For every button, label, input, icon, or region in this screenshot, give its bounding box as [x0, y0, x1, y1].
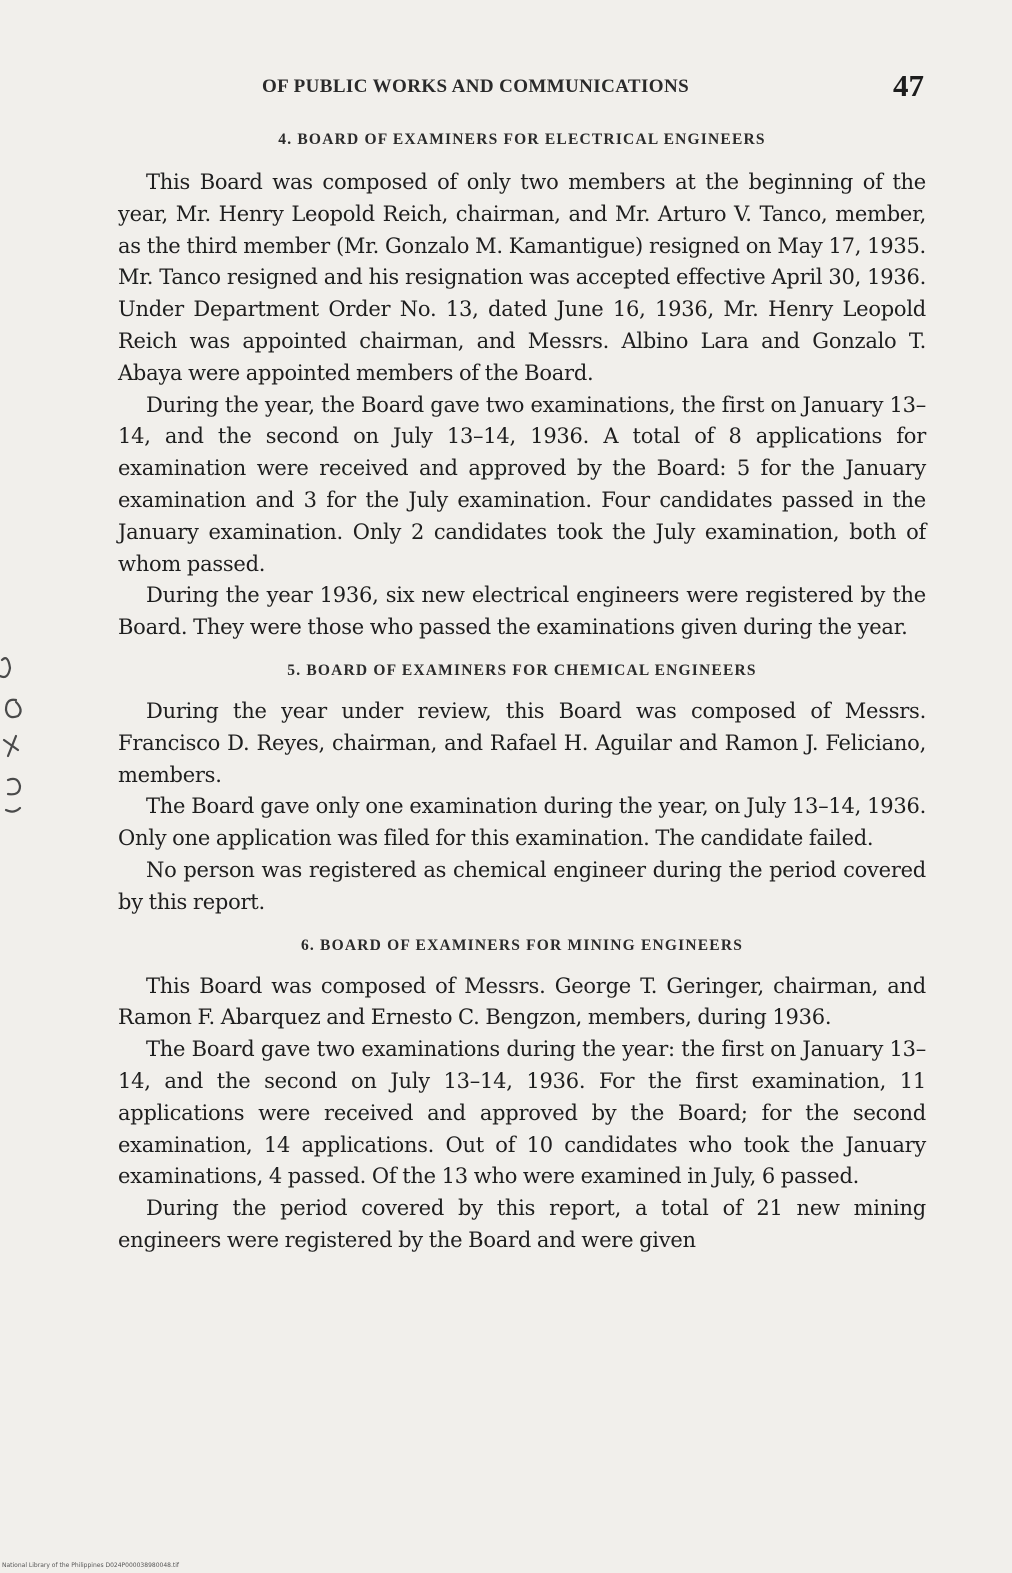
section-heading-chemical: 5. BOARD OF EXAMINERS FOR CHEMICAL ENGINEERS	[287, 661, 757, 679]
paragraph: The Board gave two examinations during the year: the first on January 13–14, and the second on July 13–14, 1936. For the first examination, 11 applications were received and approved by the Board; for the second examination, 14 applications. Out of 10 candidates who took the January examinations, 4 passed. Of the 13 who were examined in July, 6 passed.	[118, 1037, 926, 1189]
paragraph: During the year, the Board gave two examinations, the first on January 13–14, and the second on July 13–14, 1936. A total of 8 applications for examination were received and approved by the Board: 5 for the January examination and 3 for the July examination. Four candidates passed in the January examination. Only 2 candidates took the July examination, both of whom passed.	[118, 392, 926, 576]
paragraph: This Board was composed of Messrs. George T. Geringer, chairman, and Ramon F. Abarquez and Ernesto C. Bengzon, members, during 1936.	[118, 973, 926, 1030]
running-title: OF PUBLIC WORKS AND COMMUNICATIONS	[262, 76, 690, 97]
paragraph: During the period covered by this report, a total of 21 new mining engineers were registered by the Board and were given	[118, 1196, 926, 1252]
handwritten-margin-note	[0, 640, 38, 830]
section-heading-mining: 6. BOARD OF EXAMINERS FOR MINING ENGINEERS	[300, 936, 744, 954]
paragraph: This Board was composed of only two members at the beginning of the year, Mr. Henry Leopold Reich, chairman, and Mr. Arturo V. Tanco, member, as the third member (Mr. Gonzalo M. Kamantigue) resigned on May 17, 1935. Mr. Tanco resigned and his resignation was accepted effective April 30, 1936. Under Department Order No. 13, dated June 16, 1936, Mr. Henry Leopold Reich was appointed chairman, and Messrs. Albino Lara and Gonzalo T. Abaya were appointed members of the Board.	[118, 170, 926, 385]
paragraph: During the year 1936, six new electrical engineers were registered by the Board. They were those who passed the examinations given during the year.	[118, 583, 926, 640]
scan-credit: National Library of the Philippines D024P000038980048.tif	[2, 1562, 180, 1569]
paragraph: The Board gave only one examination during the year, on July 13–14, 1936. Only one application was filed for this examination. The candidate failed.	[118, 794, 926, 851]
paragraph: During the year under review, this Board was composed of Messrs. Francisco D. Reyes, chairman, and Rafael H. Aguilar and Ramon J. Feliciano, members.	[118, 698, 926, 787]
paragraph: No person was registered as chemical engineer during the period covered by this report.	[118, 857, 926, 914]
page-number: 47	[893, 68, 924, 103]
body-column	[118, 125, 926, 1257]
section-heading-electrical: 4. BOARD OF EXAMINERS FOR ELECTRICAL ENGINEERS	[278, 131, 766, 148]
